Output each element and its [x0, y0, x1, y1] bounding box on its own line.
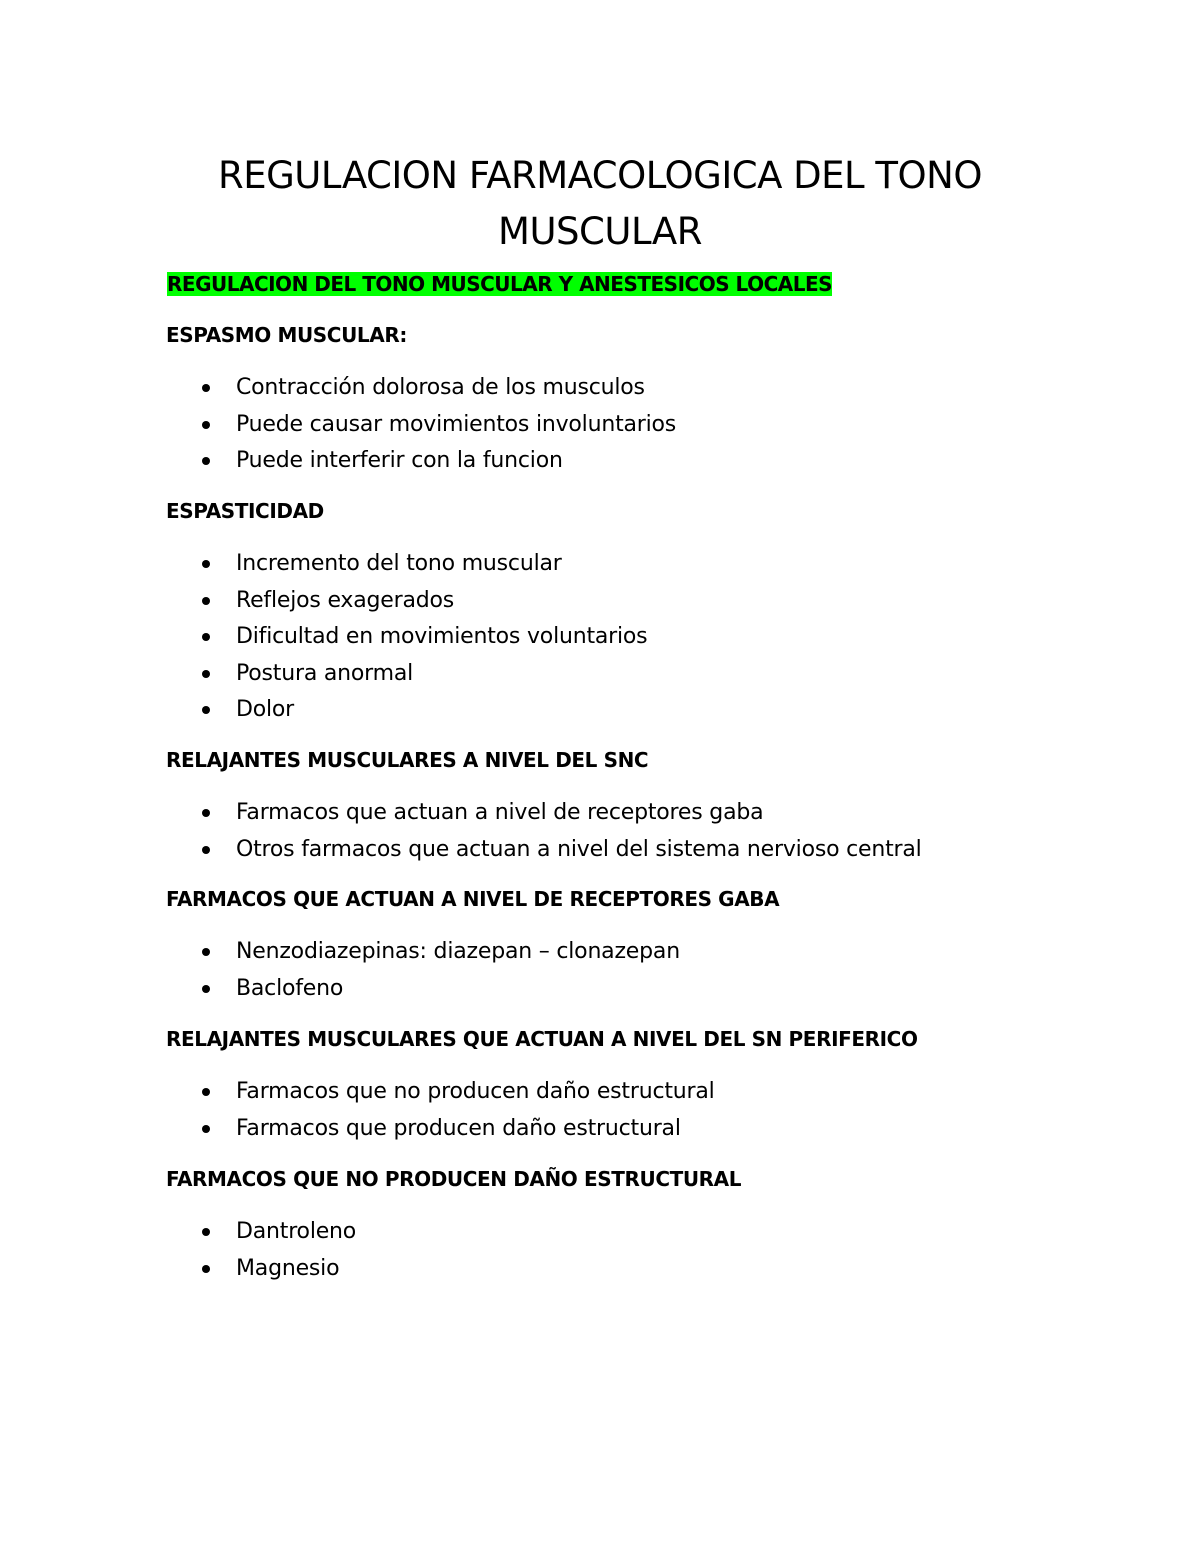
list-item: [166, 583, 1066, 620]
list-item: [166, 656, 1066, 693]
section-heading: ESPASMO MUSCULAR:: [166, 323, 407, 347]
list-item-text: Otros farmacos que actuan a nivel del sistema nervioso central: [236, 836, 922, 862]
section-heading: FARMACOS QUE ACTUAN A NIVEL DE RECEPTORES GABA: [166, 887, 780, 911]
list-item: [166, 795, 1066, 832]
list-item: [166, 619, 1066, 656]
section-espasmo-muscular: [166, 319, 1066, 480]
bullet-icon: [202, 421, 210, 429]
list-item: [166, 443, 1066, 480]
bullet-icon: [202, 560, 210, 568]
highlighted-heading: [166, 268, 833, 300]
list-item-text: Incremento del tono muscular: [236, 551, 562, 576]
bullet-list: [166, 934, 1066, 1007]
list-item-text: Puede causar movimientos involuntarios: [236, 411, 677, 437]
bullet-icon: [202, 1228, 210, 1236]
section-espasticidad: [166, 495, 1066, 729]
list-item-text: Farmacos que producen daño estructural: [236, 1115, 681, 1141]
section-heading: RELAJANTES MUSCULARES QUE ACTUAN A NIVEL DEL SN PERIFERICO: [166, 1027, 918, 1051]
list-item: [166, 971, 1066, 1008]
section-relajantes-snc: [166, 744, 1066, 868]
list-item-text: Baclofeno: [236, 975, 344, 1001]
bullet-list: [166, 1074, 1066, 1147]
bullet-list: [166, 370, 1066, 480]
list-item: [166, 1251, 1066, 1288]
bullet-icon: [202, 985, 210, 993]
bullet-list: [166, 795, 1066, 868]
list-item: [166, 1214, 1066, 1251]
bullet-icon: [202, 948, 210, 956]
bullet-icon: [202, 384, 210, 392]
bullet-icon: [202, 597, 210, 605]
bullet-icon: [202, 706, 210, 714]
list-item-text: Dolor: [236, 697, 295, 722]
section-heading: ESPASTICIDAD: [166, 499, 324, 523]
bullet-icon: [202, 1265, 210, 1273]
document-title-line-1: REGULACION FARMACOLOGICA DEL TONO: [218, 154, 982, 197]
bullet-icon: [202, 1125, 210, 1133]
section-receptores-gaba: [166, 883, 1066, 1007]
list-item-text: Postura anormal: [236, 660, 414, 686]
list-item-text: Farmacos que actuan a nivel de receptores gaba: [236, 800, 764, 825]
list-item: [166, 692, 1066, 729]
list-item-text: Magnesio: [236, 1255, 340, 1281]
section-heading: FARMACOS QUE NO PRODUCEN DAÑO ESTRUCTURAL: [166, 1167, 742, 1191]
list-item-text: Farmacos que no producen daño estructural: [236, 1079, 715, 1104]
list-item: [166, 832, 1066, 869]
section-relajantes-periferico: [166, 1023, 1066, 1147]
bullet-icon: [202, 457, 210, 465]
list-item: [166, 1111, 1066, 1148]
section-heading: RELAJANTES MUSCULARES A NIVEL DEL SNC: [166, 748, 649, 772]
list-item: [166, 1074, 1066, 1111]
document-title: [150, 148, 1050, 260]
bullet-icon: [202, 809, 210, 817]
bullet-icon: [202, 633, 210, 641]
list-item-text: Puede interferir con la funcion: [236, 448, 563, 473]
bullet-list: [166, 546, 1066, 729]
list-item-text: Dificultad en movimientos voluntarios: [236, 624, 648, 649]
list-item-text: Dantroleno: [236, 1219, 357, 1244]
list-item: [166, 407, 1066, 444]
section-no-dano-estructural: [166, 1163, 1066, 1287]
list-item-text: Contracción dolorosa de los musculos: [236, 375, 645, 400]
list-item: [166, 370, 1066, 407]
bullet-icon: [202, 846, 210, 854]
list-item: [166, 934, 1066, 971]
list-item-text: Nenzodiazepinas: diazepan – clonazepan: [236, 939, 680, 964]
document-title-line-2: MUSCULAR: [498, 210, 702, 253]
bullet-icon: [202, 1088, 210, 1096]
bullet-list: [166, 1214, 1066, 1287]
highlighted-heading-text: REGULACION DEL TONO MUSCULAR Y ANESTESICOS LOCALES: [167, 272, 833, 296]
list-item: [166, 546, 1066, 583]
list-item-text: Reflejos exagerados: [236, 587, 455, 613]
bullet-icon: [202, 670, 210, 678]
